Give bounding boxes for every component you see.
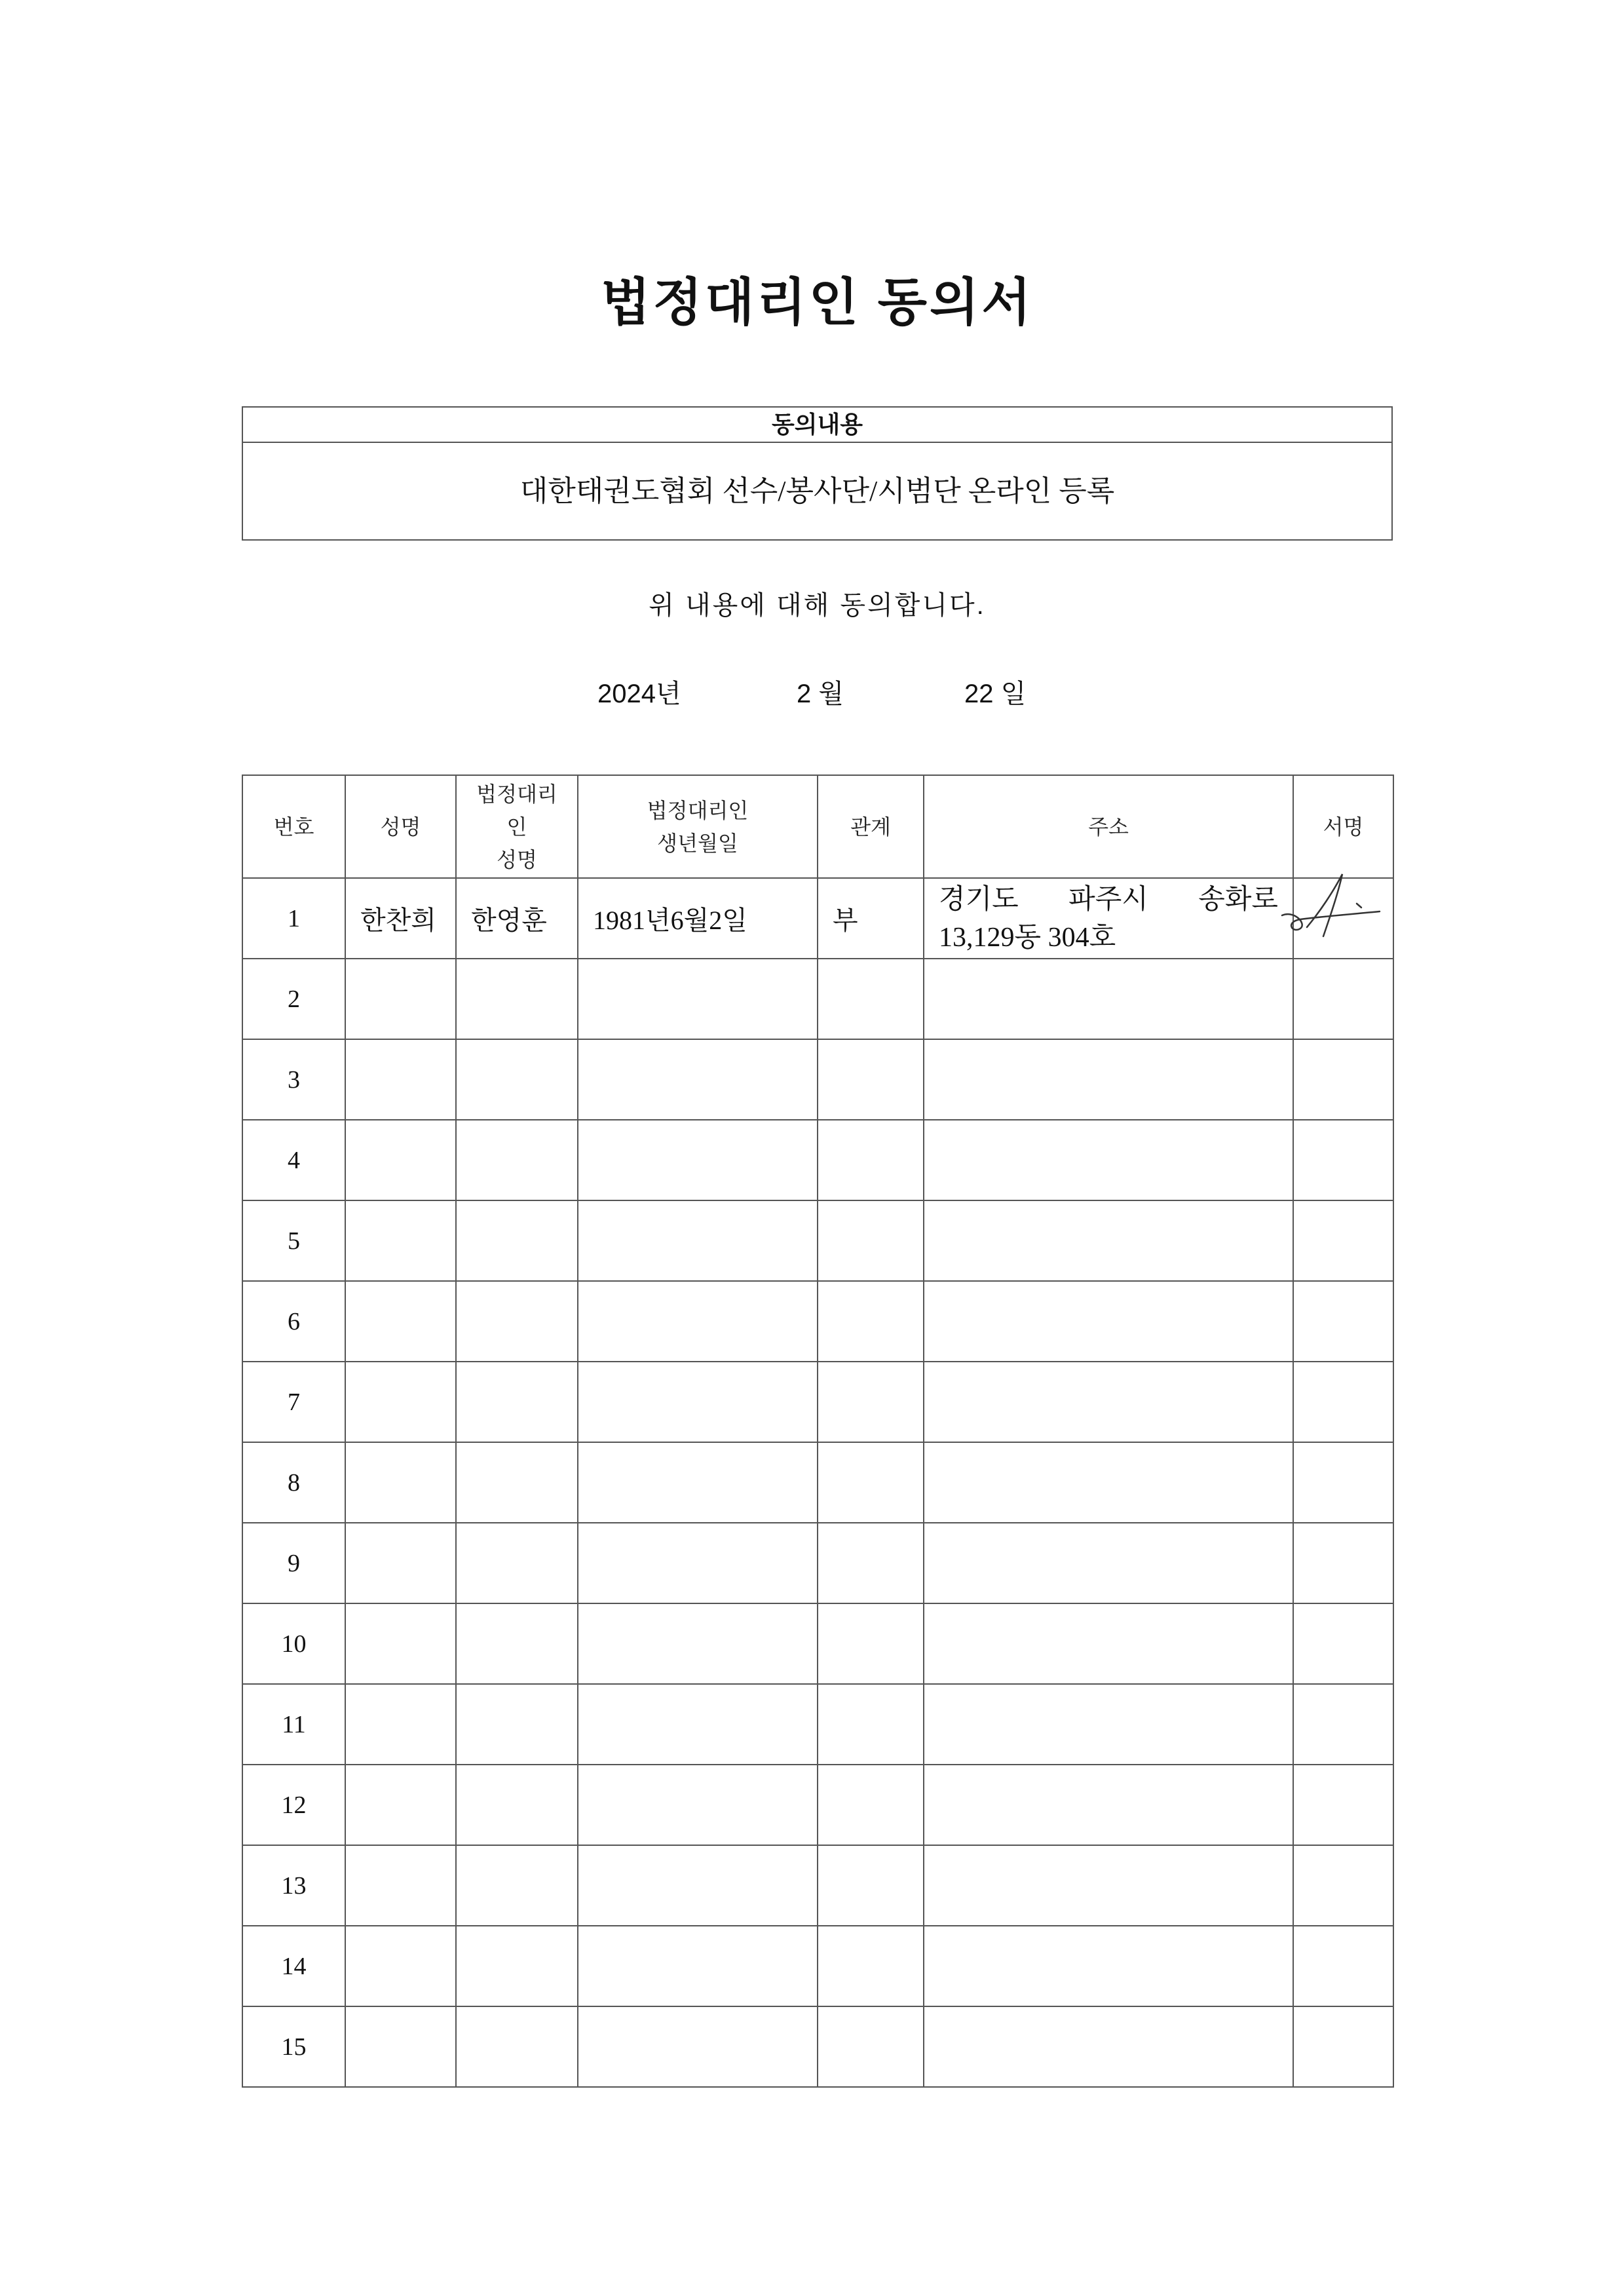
consent-content: 대한태권도협회 선수/봉사단/시범단 온라인 등록 (519, 475, 1115, 507)
cell-name (345, 1603, 456, 1684)
cell-name (345, 878, 456, 959)
cell-name (345, 2006, 456, 2087)
cell-address (924, 1765, 1293, 1845)
cell-guardian-name (456, 878, 578, 959)
cell-guardian-name (456, 1442, 578, 1523)
header-relation-text: 관계 (850, 814, 891, 839)
cell-number (242, 2006, 345, 2087)
header-signature-text: 서명 (1323, 814, 1364, 839)
table-row (242, 1362, 1393, 1442)
cell-guardian-name (456, 1845, 578, 1926)
signature-area (1294, 880, 1393, 957)
cell-signature (1293, 1039, 1393, 1120)
cell-number-text: 6 (288, 1307, 300, 1335)
cell-guardian-birth (578, 878, 818, 959)
cell-number-text: 12 (281, 1791, 307, 1819)
cell-guardian-name (456, 1362, 578, 1442)
cell-name (345, 1684, 456, 1765)
cell-address (924, 1200, 1293, 1281)
table-row (242, 2006, 1393, 2087)
cell-guardian-name (456, 2006, 578, 2087)
cell-signature (1293, 1523, 1393, 1603)
cell-address (924, 1523, 1293, 1603)
cell-number (242, 1362, 345, 1442)
cell-guardian-name (456, 1926, 578, 2006)
table-header (242, 775, 1393, 878)
cell-address (924, 1120, 1293, 1200)
cell-number-text: 3 (288, 1065, 300, 1094)
header-name-text: 성명 (380, 814, 421, 839)
header-number-text: 번호 (273, 814, 314, 839)
cell-relation (818, 1039, 924, 1120)
cell-number (242, 959, 345, 1039)
table-row (242, 1603, 1393, 1684)
table-row (242, 1039, 1393, 1120)
cell-signature (1293, 1120, 1393, 1200)
page-title: 법정대리인 동의서 (601, 273, 1034, 331)
header-guardian-name-text: 성명 (497, 847, 537, 871)
cell-relation (818, 1362, 924, 1442)
cell-name (345, 1281, 456, 1362)
table-row (242, 1120, 1393, 1200)
table-row (242, 1684, 1393, 1765)
header-number (242, 775, 345, 878)
date-month: 2 월 (797, 679, 844, 708)
cell-guardian-birth (578, 1765, 818, 1845)
address-line: 13,129동 304호 (939, 922, 1116, 953)
cell-number-text: 15 (281, 2033, 307, 2061)
guardian-table (242, 775, 1394, 2088)
cell-relation (818, 1765, 924, 1845)
cell-name (345, 959, 456, 1039)
cell-name (345, 1765, 456, 1845)
cell-guardian-name (456, 1200, 578, 1281)
cell-guardian-birth (578, 1200, 818, 1281)
cell-number (242, 1603, 345, 1684)
cell-relation-text: 부 (833, 906, 858, 935)
cell-number-text: 13 (281, 1871, 307, 1900)
cell-address (924, 959, 1293, 1039)
cell-guardian-birth (578, 1684, 818, 1765)
cell-address (924, 1362, 1293, 1442)
table-row (242, 1765, 1393, 1845)
cell-number (242, 878, 345, 959)
cell-guardian-name (456, 1684, 578, 1765)
cell-guardian-name (456, 959, 578, 1039)
table-row (242, 1200, 1393, 1281)
cell-address (924, 1684, 1293, 1765)
cell-signature (1293, 959, 1393, 1039)
cell-guardian-birth (578, 1523, 818, 1603)
cell-relation (818, 1120, 924, 1200)
cell-name (345, 1523, 456, 1603)
cell-number (242, 1039, 345, 1120)
cell-guardian-birth (578, 2006, 818, 2087)
agreement-statement: 위 내용에 대해 동의합니다. (649, 591, 986, 620)
header-address-text: 주소 (1088, 814, 1129, 839)
cell-address (924, 1442, 1293, 1523)
cell-guardian-birth (578, 1120, 818, 1200)
date-year: 2024년 (597, 679, 681, 708)
cell-guardian-birth (578, 1362, 818, 1442)
cell-signature (1293, 878, 1393, 959)
cell-signature (1293, 1362, 1393, 1442)
cell-signature (1293, 1200, 1393, 1281)
handwritten-signature-icon (1281, 872, 1399, 944)
header-guardian-name-text: 인 (506, 814, 527, 839)
cell-name (345, 1039, 456, 1120)
cell-number-text: 1 (288, 904, 300, 932)
header-guardian-birth-text: 법정대리인 (647, 798, 749, 822)
header-signature (1293, 775, 1393, 878)
cell-address (924, 878, 1293, 959)
cell-name (345, 1120, 456, 1200)
table-row (242, 1845, 1393, 1926)
cell-address (924, 2006, 1293, 2087)
cell-signature (1293, 1765, 1393, 1845)
cell-address (924, 1926, 1293, 2006)
cell-number-text: 4 (288, 1146, 300, 1174)
table-row (242, 1523, 1393, 1603)
cell-relation (818, 1200, 924, 1281)
cell-name (345, 1362, 456, 1442)
cell-guardian-birth-text: 1981년6월2일 (593, 906, 747, 935)
address-line: 경기도 파주시 송화로 (939, 884, 1278, 915)
cell-relation (818, 2006, 924, 2087)
cell-guardian-name (456, 1120, 578, 1200)
cell-signature (1293, 2006, 1393, 2087)
cell-relation (818, 1684, 924, 1765)
header-address (924, 775, 1293, 878)
cell-number (242, 1442, 345, 1523)
date-day: 22 일 (964, 679, 1027, 708)
cell-guardian-name (456, 1523, 578, 1603)
table-body (242, 878, 1393, 2087)
cell-guardian-name (456, 1281, 578, 1362)
cell-guardian-birth (578, 959, 818, 1039)
table-row (242, 878, 1393, 959)
cell-signature (1293, 1845, 1393, 1926)
cell-number-text: 2 (288, 985, 300, 1013)
cell-guardian-birth (578, 1442, 818, 1523)
cell-address (924, 1039, 1293, 1120)
cell-guardian-name-text: 한영훈 (471, 906, 547, 935)
table-row (242, 1442, 1393, 1523)
signature-stroke (1357, 904, 1361, 908)
cell-number (242, 1926, 345, 2006)
cell-number (242, 1200, 345, 1281)
cell-signature (1293, 1603, 1393, 1684)
consent-header: 동의내용 (243, 408, 1391, 443)
cell-number-text: 9 (288, 1549, 300, 1577)
header-guardian-birth (578, 775, 818, 878)
header-guardian-name-text: 법정대리 (476, 782, 557, 806)
consent-box (242, 406, 1393, 541)
cell-name (345, 1442, 456, 1523)
cell-guardian-birth (578, 1926, 818, 2006)
cell-signature (1293, 1926, 1393, 2006)
table-row (242, 1926, 1393, 2006)
cell-guardian-birth (578, 1603, 818, 1684)
cell-signature (1293, 1684, 1393, 1765)
cell-relation (818, 1442, 924, 1523)
cell-guardian-name (456, 1039, 578, 1120)
header-row (242, 775, 1393, 878)
cell-relation (818, 1845, 924, 1926)
cell-address (924, 1845, 1293, 1926)
cell-guardian-birth (578, 1281, 818, 1362)
cell-address (924, 1603, 1293, 1684)
table-row (242, 1281, 1393, 1362)
cell-number (242, 1281, 345, 1362)
cell-guardian-name (456, 1765, 578, 1845)
cell-number-text: 11 (282, 1710, 306, 1738)
cell-relation (818, 959, 924, 1039)
cell-relation (818, 1281, 924, 1362)
header-name (345, 775, 456, 878)
cell-number-text: 14 (281, 1952, 307, 1980)
cell-guardian-name (456, 1603, 578, 1684)
cell-number-text: 7 (288, 1388, 300, 1416)
cell-address (924, 1281, 1293, 1362)
cell-name (345, 1200, 456, 1281)
cell-guardian-birth (578, 1845, 818, 1926)
cell-name (345, 1845, 456, 1926)
cell-guardian-birth (578, 1039, 818, 1120)
cell-name-text: 한찬희 (360, 906, 436, 935)
cell-number (242, 1765, 345, 1845)
cell-number (242, 1684, 345, 1765)
header-guardian-name (456, 775, 578, 878)
cell-number-text: 8 (288, 1468, 300, 1497)
cell-name (345, 1926, 456, 2006)
cell-signature (1293, 1281, 1393, 1362)
cell-number-text: 5 (288, 1227, 300, 1255)
signature-stroke (1307, 874, 1342, 936)
cell-number-text: 10 (281, 1630, 307, 1658)
table-row (242, 959, 1393, 1039)
cell-relation (818, 1926, 924, 2006)
header-guardian-birth-text: 생년월일 (657, 831, 738, 855)
cell-relation (818, 1603, 924, 1684)
header-relation (818, 775, 924, 878)
cell-relation (818, 1523, 924, 1603)
cell-number (242, 1523, 345, 1603)
cell-number (242, 1120, 345, 1200)
cell-relation (818, 878, 924, 959)
cell-signature (1293, 1442, 1393, 1523)
cell-number (242, 1845, 345, 1926)
